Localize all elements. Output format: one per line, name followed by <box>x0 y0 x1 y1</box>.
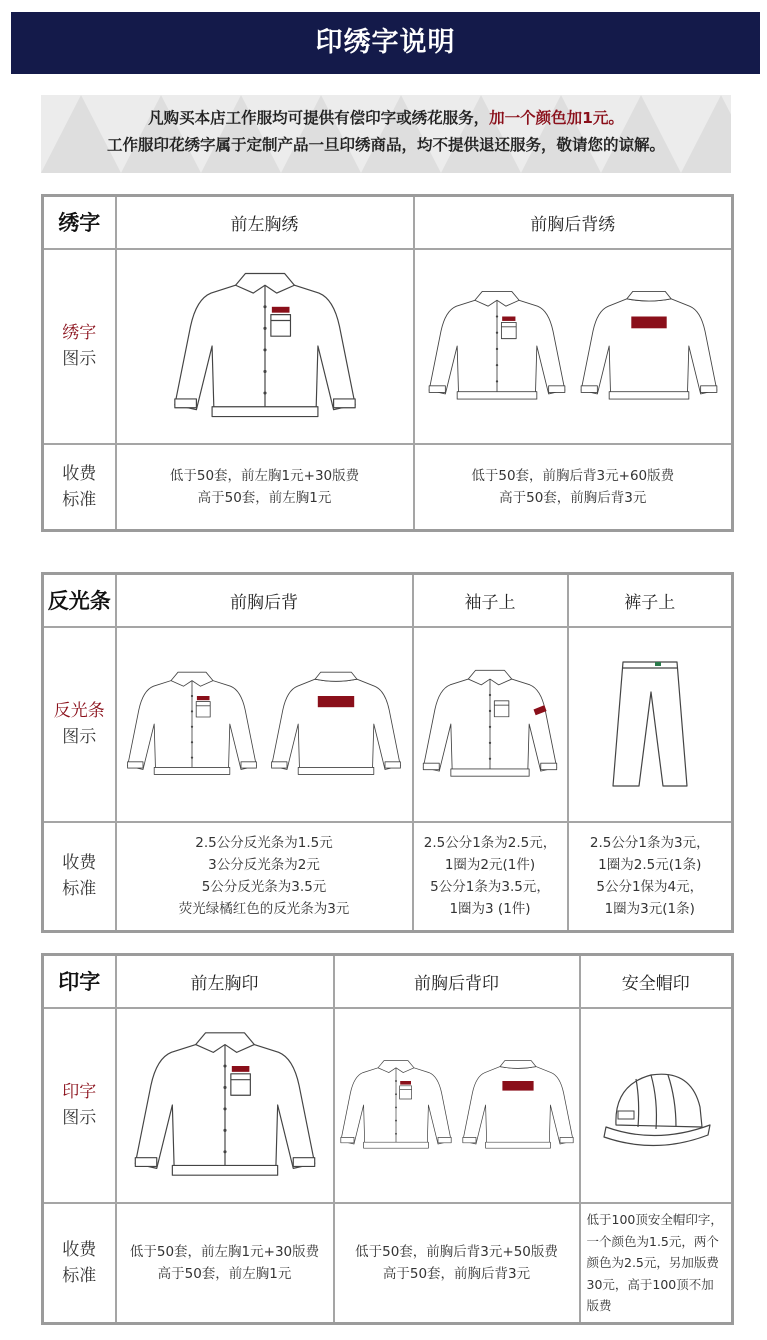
reflective-label: 反光条 <box>43 574 116 627</box>
reflective-fee-sleeve: 2.5公分1条为2.5元， 1圈为2元(1件) 5公分1条为3.5元， 1圈为3 (1件) <box>413 822 568 932</box>
reflective-front-back-illustration <box>116 627 413 822</box>
printing-front-left-illustration <box>116 1008 334 1203</box>
jacket-back-icon <box>575 287 723 405</box>
reflective-pants-illustration <box>568 627 733 822</box>
embroidery-fee-front-left: 低于50套，前左胸1元+30版费 高于50套，前左胸1元 <box>116 444 414 531</box>
printing-col-front-left: 前左胸印 <box>116 955 334 1008</box>
reflective-col-front-back: 前胸后背 <box>116 574 413 627</box>
embroidery-table <box>41 194 734 532</box>
embroidery-front-left-illustration <box>116 249 414 444</box>
printing-illus-label: 印字 图示 <box>43 1008 116 1203</box>
safety-helmet-icon <box>596 1055 716 1155</box>
pants-icon <box>605 654 695 794</box>
reflective-table <box>41 572 734 933</box>
printing-col-front-back: 前胸后背印 <box>334 955 580 1008</box>
jacket-back-icon <box>458 1055 578 1155</box>
jacket-front-icon <box>336 1055 456 1155</box>
printing-front-back-illustration <box>334 1008 580 1203</box>
notice-line1: 凡购买本店工作服均可提供有偿印字或绣花服务， <box>148 109 490 127</box>
jacket-front-icon <box>167 266 363 426</box>
printing-fee-front-back: 低于50套，前胸后背3元+50版费 高于50套，前胸后背3元 <box>334 1203 580 1324</box>
notice-highlight: 加一个颜色加1元。 <box>489 109 624 127</box>
jacket-back-icon <box>266 668 406 780</box>
printing-fee-front-left: 低于50套，前左胸1元+30版费 高于50套，前左胸1元 <box>116 1203 334 1324</box>
reflective-fee-pants: 2.5公分1条为3元， 1圈为2.5元(1条) 5公分1保为4元， 1圈为3元(1条) <box>568 822 733 932</box>
jacket-front-icon <box>423 287 571 405</box>
reflective-col-pants: 裤子上 <box>568 574 733 627</box>
printing-table <box>41 953 734 1325</box>
reflective-col-sleeve: 袖子上 <box>413 574 568 627</box>
embroidery-label: 绣字 <box>43 196 116 249</box>
embroidery-fee-label: 收费 标准 <box>43 444 116 531</box>
embroidery-fee-front-back: 低于50套，前胸后背3元+60版费 高于50套，前胸后背3元 <box>414 444 733 531</box>
reflective-fee-front-back: 2.5公分反光条为1.5元 3公分反光条为2元 5公分反光条为3.5元 荧光绿橘红色的反光条为3元 <box>116 822 413 932</box>
printing-helmet-illustration <box>580 1008 733 1203</box>
embroidery-col-front-back: 前胸后背绣 <box>414 196 733 249</box>
reflective-illus-label: 反光条 图示 <box>43 627 116 822</box>
printing-label: 印字 <box>43 955 116 1008</box>
embroidery-col-front-left: 前左胸绣 <box>116 196 414 249</box>
reflective-fee-label: 收费 标准 <box>43 822 116 932</box>
jacket-front-icon <box>417 666 563 782</box>
embroidery-front-back-illustration <box>414 249 733 444</box>
printing-fee-helmet: 低于100顶安全帽印字， 一个颜色为1.5元，两个 颜色为2.5元，另加版费 30元，高于100顶不加 版费 <box>580 1203 733 1324</box>
embroidery-mark <box>271 307 289 313</box>
reflective-sleeve-illustration <box>413 627 568 822</box>
jacket-front-icon <box>122 668 262 780</box>
printing-col-helmet: 安全帽印 <box>580 955 733 1008</box>
embroidery-illus-label: 绣字 图示 <box>43 249 116 444</box>
notice-line2: 工作服印花绣字属于定制产品一旦印绣商品，均不提供退还服务，敬请您的谅解。 <box>106 136 665 154</box>
notice-banner <box>41 95 731 173</box>
page-title: 印绣字说明 <box>11 12 760 74</box>
printing-fee-label: 收费 标准 <box>43 1203 116 1324</box>
jacket-front-icon <box>127 1027 323 1183</box>
